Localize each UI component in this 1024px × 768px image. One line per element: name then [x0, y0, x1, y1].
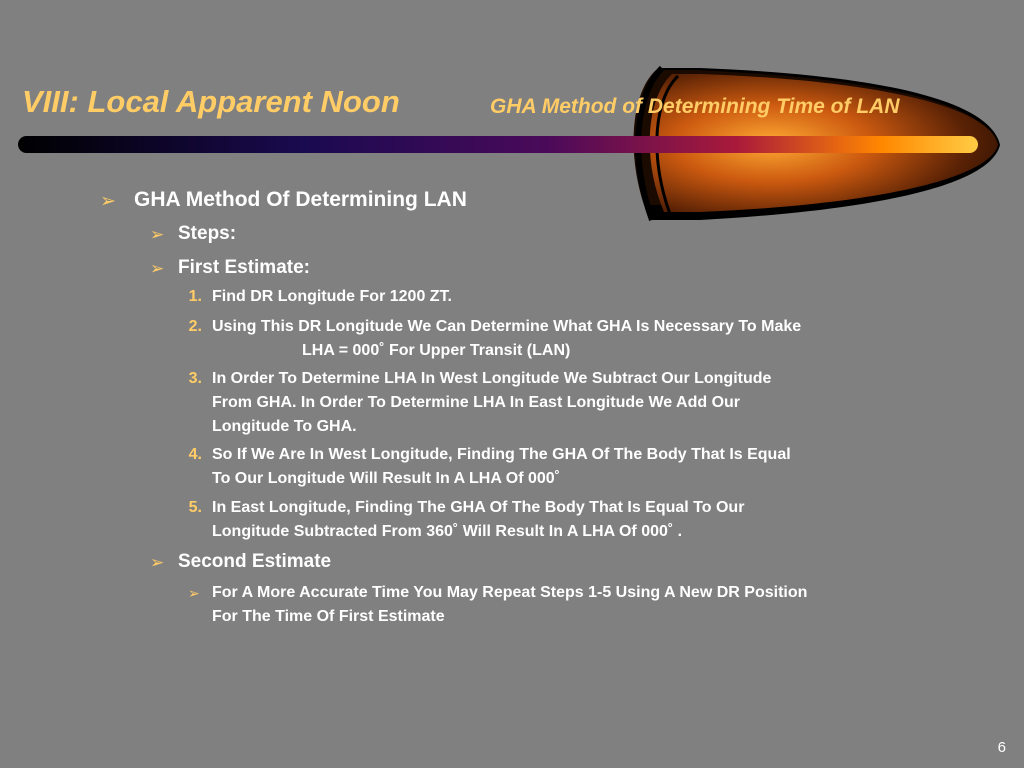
step-number: 3. — [188, 370, 202, 387]
step-text: So If We Are In West Longitude, Finding The GHA Of The Body That Is Equal — [212, 446, 791, 463]
page-number: 6 — [997, 739, 1006, 756]
bullet-arrow-icon: ➢ — [150, 553, 165, 572]
steps-label: Steps: — [178, 223, 237, 244]
step-number: 5. — [188, 499, 202, 516]
second-estimate-text: For A More Accurate Time You May Repeat Steps 1-5 Using A New DR Position — [212, 584, 808, 601]
second-estimate-text: For The Time Of First Estimate — [212, 608, 445, 625]
step-text: Longitude Subtracted From 360˚ Will Result In A LHA Of 000˚ . — [212, 523, 683, 540]
step-number: 2. — [188, 318, 202, 335]
slide-subtitle: GHA Method of Determining Time of LAN — [490, 95, 900, 118]
bullet-arrow-icon: ➢ — [150, 259, 165, 278]
step-text: To Our Longitude Will Result In A LHA Of 000˚ — [212, 470, 560, 487]
step-number: 4. — [188, 446, 202, 463]
slide-title: VIII: Local Apparent Noon — [22, 84, 400, 119]
step-text: LHA = 000˚ For Upper Transit (LAN) — [302, 342, 571, 359]
step-text: Find DR Longitude For 1200 ZT. — [212, 288, 452, 305]
step-text: Using This DR Longitude We Can Determine What GHA Is Necessary To Make — [212, 318, 802, 335]
first-estimate-label: First Estimate: — [178, 257, 310, 278]
step-text: In Order To Determine LHA In West Longitude We Subtract Our Longitude — [212, 370, 772, 387]
bullet-arrow-icon: ➢ — [100, 191, 116, 212]
bullet-arrow-icon: ➢ — [188, 585, 200, 601]
step-text: In East Longitude, Finding The GHA Of The Body That Is Equal To Our — [212, 499, 745, 516]
step-text: Longitude To GHA. — [212, 418, 357, 435]
step-text: From GHA. In Order To Determine LHA In East Longitude We Add Our — [212, 394, 741, 411]
bullet-arrow-icon: ➢ — [150, 225, 165, 244]
heading-bullet: GHA Method Of Determining LAN — [134, 188, 467, 211]
second-estimate-label: Second Estimate — [178, 551, 332, 572]
step-number: 1. — [188, 288, 202, 305]
